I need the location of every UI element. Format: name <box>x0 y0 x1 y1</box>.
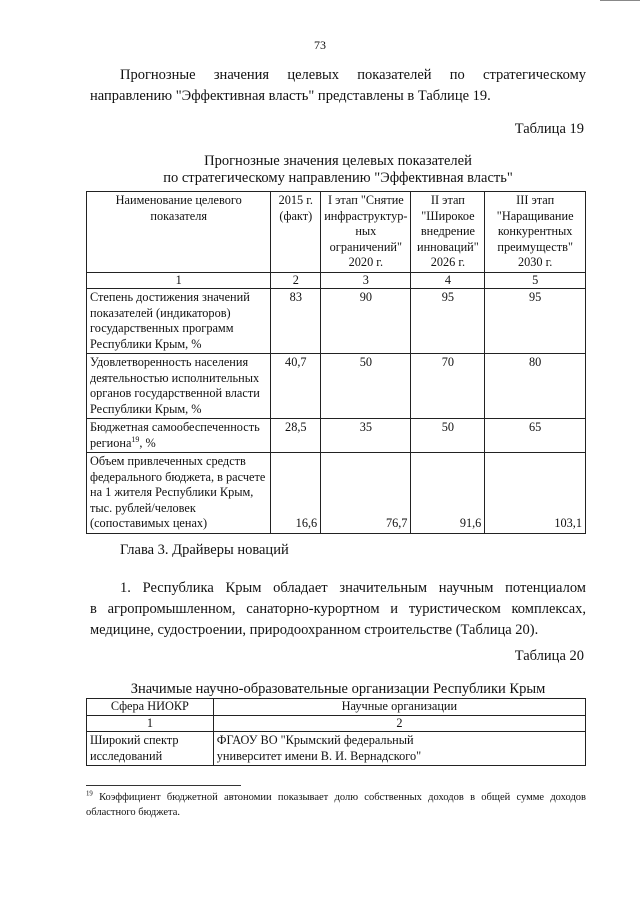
row-stage2: 50 <box>411 419 485 453</box>
intro-paragraph <box>90 65 586 107</box>
table19-index-row <box>87 272 586 289</box>
table20 <box>86 698 586 766</box>
header-sphere: Сфера НИОКР <box>87 699 214 716</box>
index-cell: 4 <box>411 272 485 289</box>
table-row <box>87 354 586 419</box>
table-row <box>87 289 586 354</box>
row-name <box>87 419 271 453</box>
index-cell: 1 <box>87 272 271 289</box>
row-stage1: 90 <box>321 289 411 354</box>
table19-title-line1: Прогнозные значения целевых показателей <box>204 153 472 169</box>
row-org: ФГАОУ ВО "Крымский федеральный университет имени В. И. Вернадского" <box>213 732 585 766</box>
index-cell: 2 <box>213 715 585 732</box>
header-stage1: I этап "Снятие инфраструктур-ных ограничений" 2020 г. <box>321 192 411 273</box>
table20-label: Таблица 20 <box>514 648 584 664</box>
footnote-marker: 19 <box>86 790 93 798</box>
paragraph-2 <box>90 578 586 641</box>
paragraph-2-rest: в агропромышленном, санаторно-курортном и туристическом комплексах, медицине, судостроении, природоохранном строительстве (Таблица 20). <box>90 601 586 638</box>
corner-mark <box>600 0 640 5</box>
row-stage3: 65 <box>485 419 586 453</box>
table19 <box>86 191 586 534</box>
row-stage1: 35 <box>321 419 411 453</box>
index-cell: 5 <box>485 272 586 289</box>
header-stage2: II этап "Широкое внедрение инноваций" 2026 г. <box>411 192 485 273</box>
header-name: Наименование целевого показателя <box>87 192 271 273</box>
table19-title <box>90 153 586 187</box>
row-stage1: 76,7 <box>321 453 411 534</box>
row-stage3: 103,1 <box>485 453 586 534</box>
table-row <box>87 732 586 766</box>
intro-line-1: Прогнозные значения целевых показателей по стратегическому <box>120 67 586 83</box>
row-stage2: 95 <box>411 289 485 354</box>
footnote-ref: 19 <box>131 434 140 444</box>
page-number: 73 <box>314 38 326 52</box>
footnote-separator <box>86 785 241 786</box>
row-fact: 83 <box>271 289 321 354</box>
row-fact: 28,5 <box>271 419 321 453</box>
row-name-text: Бюджетная самообеспеченность региона <box>90 420 260 450</box>
table20-index-row <box>87 715 586 732</box>
footnote <box>86 790 586 820</box>
table19-label: Таблица 19 <box>514 121 584 137</box>
table20-title: Значимые научно-образовательные организации Республики Крым <box>130 681 546 697</box>
index-cell: 3 <box>321 272 411 289</box>
row-name-suffix: , % <box>139 435 156 450</box>
row-fact: 40,7 <box>271 354 321 419</box>
header-orgs: Научные организации <box>213 699 585 716</box>
row-fact: 16,6 <box>271 453 321 534</box>
intro-line-2: направлению "Эффективная власть" представлены в Таблице 19. <box>90 88 491 104</box>
row-name: Удовлетворенность населения деятельностью исполнительных органов государственной власти Республики Крым, % <box>87 354 271 419</box>
chapter-heading: Глава 3. Драйверы новаций <box>120 542 289 558</box>
table20-header-row <box>87 699 586 716</box>
row-stage2: 70 <box>411 354 485 419</box>
row-stage2: 91,6 <box>411 453 485 534</box>
paragraph-2-line-1: 1. Республика Крым обладает значительным научным потенциалом <box>120 580 586 596</box>
row-stage1: 50 <box>321 354 411 419</box>
row-name: Степень достижения значений показателей (индикаторов) государственных программ Республики Крым, % <box>87 289 271 354</box>
row-stage3: 80 <box>485 354 586 419</box>
index-cell: 1 <box>87 715 214 732</box>
row-stage3: 95 <box>485 289 586 354</box>
table19-header-row <box>87 192 586 273</box>
index-cell: 2 <box>271 272 321 289</box>
table-row <box>87 419 586 453</box>
row-sphere: Широкий спектр исследований <box>87 732 214 766</box>
header-stage3: III этап "Наращивание конкурентных преимуществ" 2030 г. <box>485 192 586 273</box>
table-row <box>87 453 586 534</box>
header-fact: 2015 г. (факт) <box>271 192 321 273</box>
footnote-text: Коэффициент бюджетной автономии показывает долю собственных доходов в общей сумме доходов областного бюджета. <box>86 792 586 818</box>
table19-title-line2: по стратегическому направлению "Эффективная власть" <box>163 170 513 186</box>
row-name: Объем привлеченных средств федерального бюджета, в расчете на 1 жителя Республики Крым, тыс. рублей/человек (сопоставимых ценах) <box>87 453 271 534</box>
